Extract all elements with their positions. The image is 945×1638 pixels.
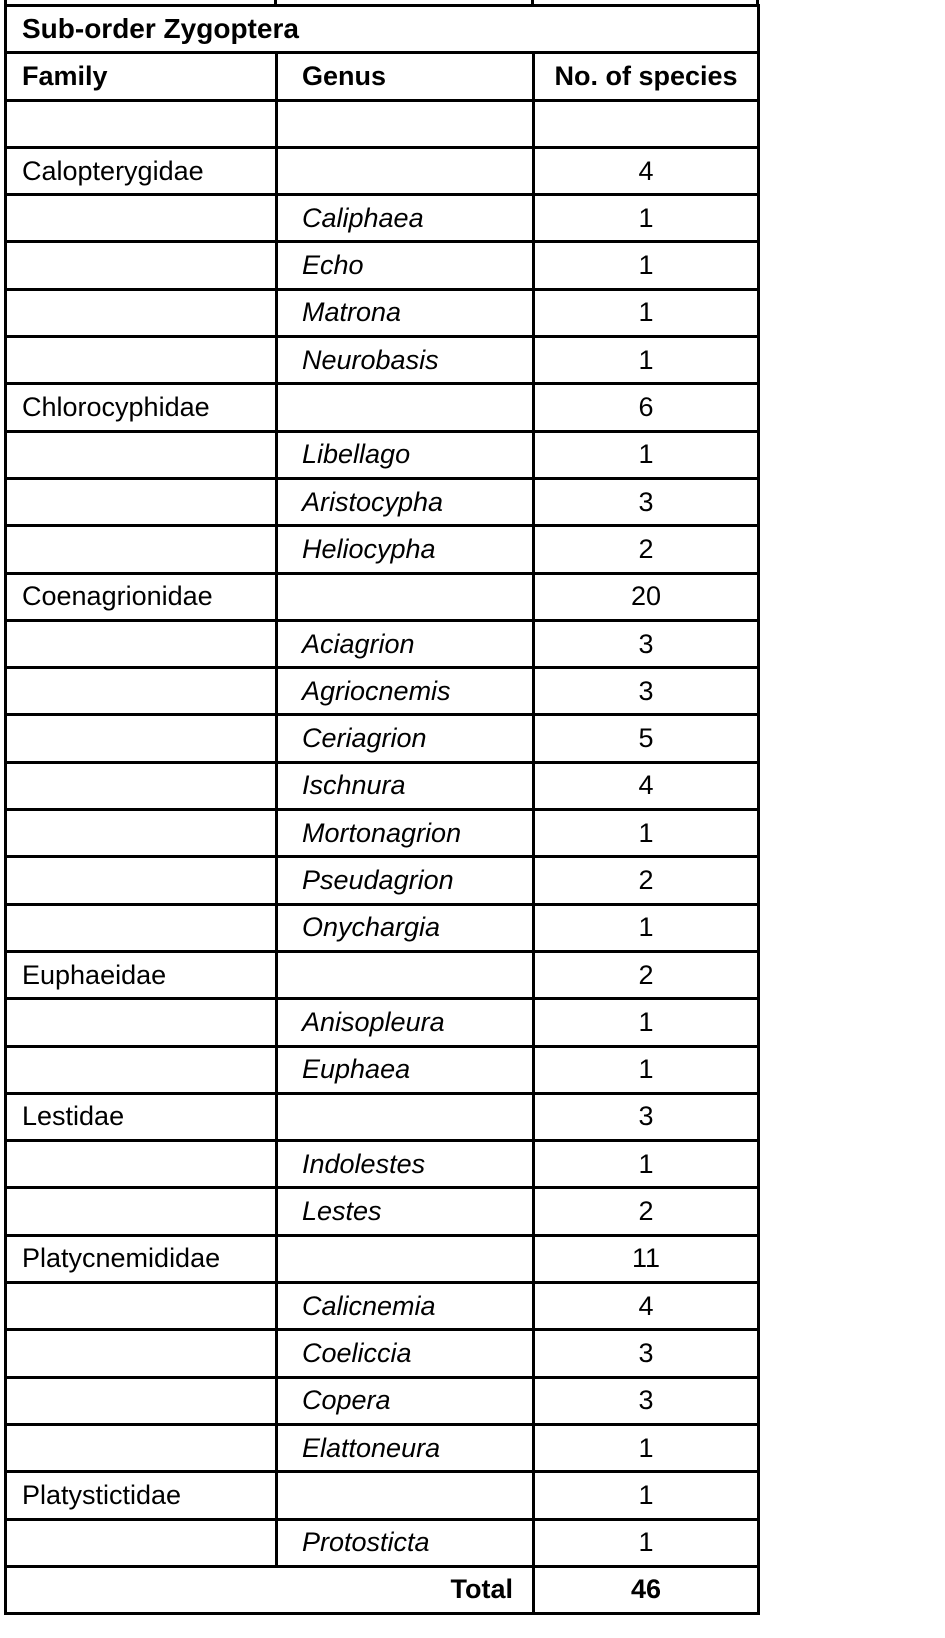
genus-cell: Matrona: [277, 289, 534, 336]
table-row: [6, 384, 759, 431]
genus-cell: Calicnemia: [277, 1283, 534, 1330]
genus-cell: Elattoneura: [277, 1424, 534, 1471]
family-cell: [6, 904, 277, 951]
genus-cell: Caliphaea: [277, 195, 534, 242]
table-row: [6, 337, 759, 384]
species-count-cell: 1: [534, 242, 759, 289]
species-count-cell: 3: [534, 668, 759, 715]
family-cell: [6, 242, 277, 289]
family-cell: Chlorocyphidae: [6, 384, 277, 431]
family-cell: [6, 289, 277, 336]
family-cell: [6, 431, 277, 478]
total-species-count: 46: [534, 1566, 759, 1613]
genus-cell: Anisopleura: [277, 999, 534, 1046]
species-count-cell: 5: [534, 715, 759, 762]
family-cell: [6, 762, 277, 809]
table-title: Sub-order Zygoptera: [6, 6, 759, 53]
species-count-cell: 3: [534, 1093, 759, 1140]
table-row: [6, 1093, 759, 1140]
total-label: Total: [6, 1566, 534, 1613]
zygoptera-species-table: [4, 4, 760, 1615]
species-count-cell: 6: [534, 384, 759, 431]
table-row: [6, 620, 759, 667]
species-count-cell: 1: [534, 337, 759, 384]
table-row: [6, 289, 759, 336]
column-header-no-of-species: No. of species: [534, 53, 759, 100]
genus-cell: Lestes: [277, 1188, 534, 1235]
genus-cell: Mortonagrion: [277, 810, 534, 857]
table-row: [6, 857, 759, 904]
genus-cell: Copera: [277, 1377, 534, 1424]
genus-cell: Libellago: [277, 431, 534, 478]
family-cell: [6, 1188, 277, 1235]
species-count-cell: 11: [534, 1235, 759, 1282]
genus-cell: Ischnura: [277, 762, 534, 809]
table-row: [6, 1377, 759, 1424]
species-count-cell: 3: [534, 620, 759, 667]
genus-cell: [277, 1235, 534, 1282]
species-count-cell: 2: [534, 857, 759, 904]
table-row: [6, 951, 759, 998]
column-header-row: [6, 53, 759, 100]
genus-cell: [277, 147, 534, 194]
table-row: [6, 100, 759, 147]
family-cell: [6, 1519, 277, 1566]
species-count-cell: [534, 100, 759, 147]
table-row: [6, 1330, 759, 1377]
family-cell: [6, 1141, 277, 1188]
species-count-cell: 1: [534, 1472, 759, 1519]
family-cell: [6, 100, 277, 147]
table-row: [6, 1472, 759, 1519]
family-cell: [6, 715, 277, 762]
species-count-cell: 20: [534, 573, 759, 620]
species-count-cell: 1: [534, 810, 759, 857]
table-row: [6, 999, 759, 1046]
species-count-cell: 1: [534, 1424, 759, 1471]
family-cell: [6, 620, 277, 667]
family-cell: Platycnemididae: [6, 1235, 277, 1282]
species-count-cell: 1: [534, 195, 759, 242]
table-row: [6, 573, 759, 620]
genus-cell: Neurobasis: [277, 337, 534, 384]
family-cell: [6, 478, 277, 525]
genus-cell: Agriocnemis: [277, 668, 534, 715]
family-cell: [6, 999, 277, 1046]
genus-cell: Ceriagrion: [277, 715, 534, 762]
species-count-cell: 2: [534, 951, 759, 998]
family-cell: [6, 1424, 277, 1471]
table-row: [6, 195, 759, 242]
species-count-cell: 3: [534, 1330, 759, 1377]
family-cell: Calopterygidae: [6, 147, 277, 194]
genus-cell: [277, 1093, 534, 1140]
table-row: [6, 1141, 759, 1188]
table-row: [6, 904, 759, 951]
family-cell: [6, 1330, 277, 1377]
genus-cell: Indolestes: [277, 1141, 534, 1188]
species-count-cell: 3: [534, 1377, 759, 1424]
genus-cell: [277, 573, 534, 620]
genus-cell: Aciagrion: [277, 620, 534, 667]
genus-cell: [277, 384, 534, 431]
species-count-cell: 4: [534, 147, 759, 194]
genus-cell: Pseudagrion: [277, 857, 534, 904]
species-count-cell: 1: [534, 431, 759, 478]
table-row: [6, 478, 759, 525]
genus-cell: Echo: [277, 242, 534, 289]
species-count-cell: 1: [534, 999, 759, 1046]
genus-cell: Aristocypha: [277, 478, 534, 525]
column-header-genus: Genus: [277, 53, 534, 100]
family-cell: [6, 668, 277, 715]
species-count-cell: 1: [534, 1519, 759, 1566]
genus-cell: [277, 100, 534, 147]
family-cell: [6, 810, 277, 857]
genus-cell: Protosticta: [277, 1519, 534, 1566]
table-row: [6, 147, 759, 194]
species-count-cell: 1: [534, 289, 759, 336]
table-row: [6, 1283, 759, 1330]
zygoptera-table-container: [4, 4, 760, 1615]
table-title-row: [6, 6, 759, 53]
family-cell: [6, 1283, 277, 1330]
table-row: [6, 668, 759, 715]
species-count-cell: 1: [534, 1046, 759, 1093]
genus-cell: [277, 1472, 534, 1519]
table-row: [6, 810, 759, 857]
species-count-cell: 4: [534, 1283, 759, 1330]
family-cell: Platystictidae: [6, 1472, 277, 1519]
table-row: [6, 1046, 759, 1093]
table-row: [6, 242, 759, 289]
family-cell: Euphaeidae: [6, 951, 277, 998]
family-cell: [6, 857, 277, 904]
family-cell: [6, 195, 277, 242]
family-cell: Coenagrionidae: [6, 573, 277, 620]
table-row: [6, 1188, 759, 1235]
species-count-cell: 2: [534, 526, 759, 573]
species-count-cell: 1: [534, 904, 759, 951]
table-row: [6, 715, 759, 762]
family-cell: [6, 337, 277, 384]
species-count-cell: 3: [534, 478, 759, 525]
table-row: [6, 1424, 759, 1471]
genus-cell: [277, 951, 534, 998]
species-count-cell: 2: [534, 1188, 759, 1235]
genus-cell: Coeliccia: [277, 1330, 534, 1377]
genus-cell: Heliocypha: [277, 526, 534, 573]
species-count-cell: 1: [534, 1141, 759, 1188]
table-body: [6, 100, 759, 1566]
genus-cell: Onychargia: [277, 904, 534, 951]
family-cell: Lestidae: [6, 1093, 277, 1140]
species-count-cell: 4: [534, 762, 759, 809]
total-row: [6, 1566, 759, 1613]
family-cell: [6, 1046, 277, 1093]
family-cell: [6, 526, 277, 573]
table-row: [6, 1235, 759, 1282]
genus-cell: Euphaea: [277, 1046, 534, 1093]
column-header-family: Family: [6, 53, 277, 100]
family-cell: [6, 1377, 277, 1424]
table-row: [6, 526, 759, 573]
table-row: [6, 1519, 759, 1566]
table-row: [6, 431, 759, 478]
table-row: [6, 762, 759, 809]
